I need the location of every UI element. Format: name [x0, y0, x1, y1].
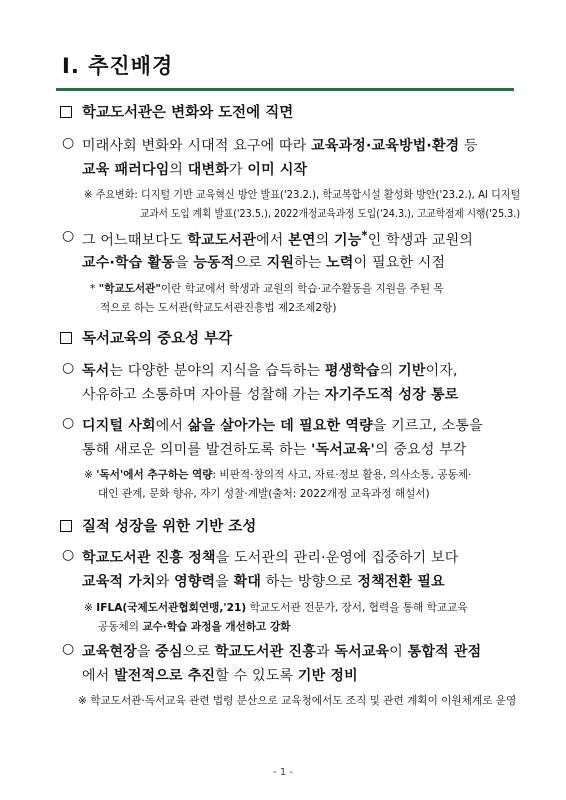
section-heading-1: 학교도서관은 변화와 도전에 직면	[60, 101, 293, 122]
note-continuation: 교과서 도입 계획 발표('23.5.), 2022개정교육과정 도입('24.3.), 고교학점제 시행('25.3.)	[140, 208, 521, 220]
bullet-line: 교육현장을 중심으로 학교도서관 진흥과 독서교육이 통합적 관점	[82, 644, 482, 660]
square-bullet-icon	[60, 520, 72, 532]
page-title: Ⅰ. 추진배경	[62, 54, 174, 78]
circle-bullet-icon: ○	[62, 360, 75, 376]
note: ※ 주요변화: 디지털 기반 교육혁신 방안 발표('23.2.), 학교복합시설 활성화 방안('23.2.), AI 디지털	[84, 189, 521, 201]
note-continuation: 적으로 하는 도서관(학교도서관진흥법 제2조제2항)	[100, 302, 337, 314]
note-continuation: 공동체의 교수·학습 과정을 개선하고 강화	[98, 621, 291, 633]
bullet-line: 디지털 사회에서 삶을 살아가는 데 필요한 역량을 기르고, 소통을	[82, 418, 483, 434]
bullet-line: 교육 패러다임의 대변화가 이미 시작	[82, 162, 308, 178]
bullet-line: 그 어느때보다도 학교도서관에서 본연의 기능*인 학생과 교원의	[82, 228, 474, 249]
section-heading-3: 질적 성장을 위한 기반 조성	[60, 515, 256, 536]
circle-bullet-icon: ○	[62, 547, 75, 563]
bullet-line: 사유하고 소통하며 자아를 성찰해 가는 자기주도적 성장 통로	[82, 387, 459, 403]
note: ※ '독서'에서 추구하는 역량: 비판적·창의적 사고, 자료·정보 활용, 의사소통, 공동체·	[84, 469, 472, 481]
square-bullet-icon	[60, 332, 72, 344]
bullet-line: 통해 새로운 의미를 발견하도록 하는 '독서교육'의 중요성 부각	[82, 442, 467, 458]
circle-bullet-icon: ○	[62, 135, 75, 151]
bullet-line: 미래사회 변화와 시대적 요구에 따라 교육과정·교육방법·환경 등	[82, 138, 478, 154]
note-continuation: 대인 관계, 문화 향유, 자기 성찰·계발(출처: 2022개정 교육과정 해설서)	[98, 488, 430, 500]
title-underline	[56, 88, 514, 91]
bottom-note: ※ 학교도서관·독서교육 관련 법령 분산으로 교육청에서도 조직 및 관련 계획이 이원체계로 운영	[78, 695, 517, 707]
bullet-line: 독서는 다양한 분야의 지식을 습득하는 평생학습의 기반이자,	[82, 363, 458, 379]
circle-bullet-icon: ○	[62, 228, 75, 244]
note: ※ IFLA(국제도서관협회연맹,'21) 학교도서관 전문가, 장서, 협력을 통해 학교교육	[84, 602, 468, 614]
note: * "학교도서관"이란 학교에서 학생과 교원의 학습·교수활동을 지원을 주된 목	[90, 283, 444, 295]
bullet-line: 교수·학습 활동을 능동적으로 지원하는 노력이 필요한 시점	[82, 255, 446, 271]
bullet-line: 교육적 가치와 영향력을 확대 하는 방향으로 정책전환 필요	[82, 574, 445, 590]
bullet-line: 학교도서관 진흥 정책을 도서관의 관리·운영에 집중하기 보다	[82, 550, 459, 566]
square-bullet-icon	[60, 106, 72, 118]
bullet-line: 에서 발전적으로 추진할 수 있도록 기반 정비	[82, 668, 358, 684]
circle-bullet-icon: ○	[62, 641, 75, 657]
circle-bullet-icon: ○	[62, 415, 75, 431]
section-heading-2: 독서교육의 중요성 부각	[60, 327, 232, 348]
page-number: - 1 -	[273, 767, 293, 778]
